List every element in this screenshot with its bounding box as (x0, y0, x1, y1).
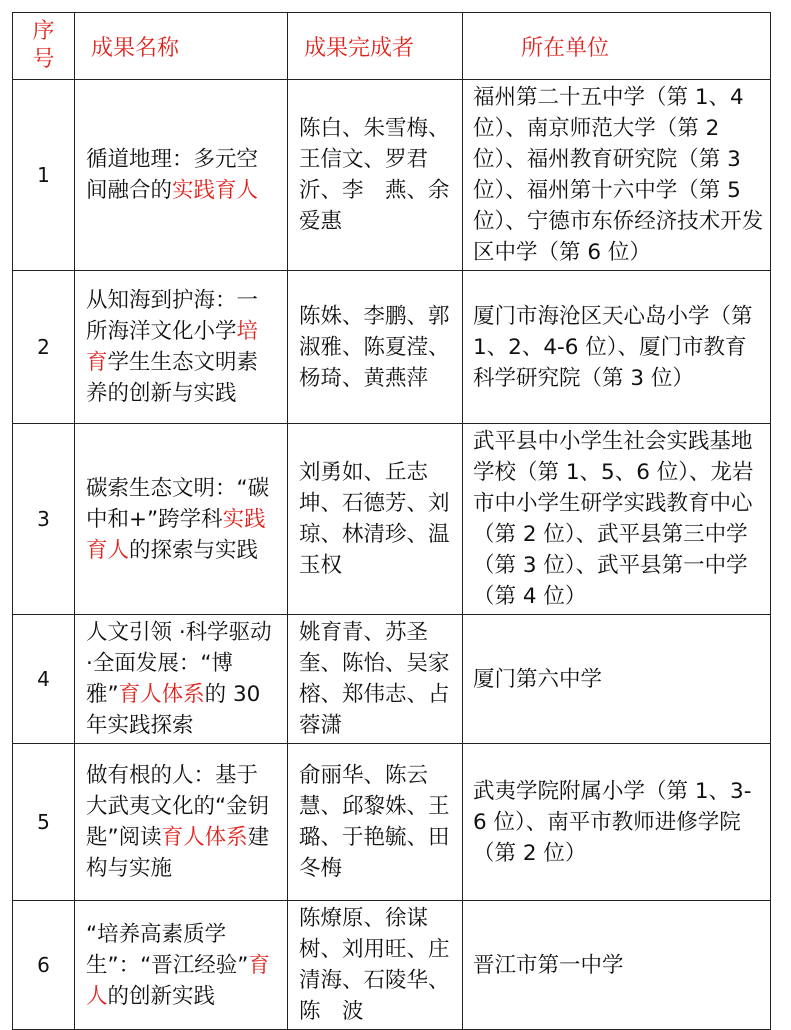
title-highlight: 育人 (86, 952, 270, 1009)
row-authors: 陈姝、李鹏、郭淑雅、陈夏滢、杨琦、黄燕萍 (288, 271, 463, 424)
title-highlight: 培育 (86, 319, 259, 375)
title-highlight: 育人体系 (161, 825, 248, 850)
title-highlight: 实践育人 (86, 506, 266, 563)
row-authors: 姚育青、苏圣奎、陈怡、吴家榕、郑伟志、占蓉潇 (288, 615, 463, 744)
title-segment: 学生生态文明素养的创新与实践 (86, 350, 259, 406)
title-segment: 的探索与实践 (129, 537, 259, 563)
table-row (13, 901, 771, 1030)
row-authors: 俞丽华、陈云慧、邱黎姝、王璐、于艳毓、田冬梅 (288, 744, 463, 901)
row-authors: 陈燎原、徐谋树、刘用旺、庄清海、石陵华、陈 波 (288, 901, 463, 1030)
title-segment: 碳索生态文明：“碳中和+”跨学科 (86, 475, 270, 532)
title-segment: 人文引领 ·科学驱动 ·全面发展：“博雅” (86, 620, 272, 707)
row-title (75, 744, 288, 901)
table-row (13, 271, 771, 424)
row-affiliation: 晋江市第一中学 (463, 901, 771, 1030)
table-row (13, 744, 771, 901)
row-number: 3 (13, 424, 75, 615)
header-achievement-title: 成果名称 (75, 13, 288, 80)
row-number: 4 (13, 615, 75, 744)
row-affiliation: 武夷学院附属小学（第 1、3-6 位）、南平市教师进修学院（第 2 位） (463, 744, 771, 901)
row-number: 1 (13, 80, 75, 271)
header-serial-line1: 序 (32, 19, 55, 44)
row-number: 6 (13, 901, 75, 1030)
title-highlight: 育人体系 (118, 682, 205, 707)
row-title (75, 80, 288, 271)
table-row (13, 615, 771, 744)
table-row (13, 80, 771, 271)
row-affiliation: 厦门市海沧区天心岛小学（第 1、2、4-6 位）、厦门市教育科学研究院（第 3 位） (463, 271, 771, 424)
row-number: 2 (13, 271, 75, 424)
row-affiliation: 福州第二十五中学（第 1、4 位）、南京师范大学（第 2 位）、福州教育研究院（第 3 位）、福州第十六中学（第 5 位）、宁德市东侨经济技术开发区中学（第 6 位） (463, 80, 771, 271)
header-affiliation: 所在单位 (463, 13, 771, 80)
header-serial-number (13, 13, 75, 80)
achievement-table (12, 12, 771, 1030)
title-segment: 做有根的人：基于大武夷文化的“金钥匙”阅读 (86, 763, 270, 850)
row-title (75, 615, 288, 744)
row-affiliation: 武平县中小学生社会实践基地学校（第 1、5、6 位）、龙岩市中小学生研学实践教育中心（第 2 位）、武平县第三中学（第 3 位）、武平县第一中学（第 4 位） (463, 424, 771, 615)
title-segment: “培养高素质学生”：“晋江经验” (86, 921, 249, 978)
title-segment: 从知海到护海：一所海洋文化小学 (86, 288, 259, 344)
title-segment: 循道地理：多元空间融合的 (86, 147, 259, 203)
achievement-table-container (12, 12, 770, 1030)
title-segment: 的创新实践 (107, 983, 216, 1009)
table-row (13, 424, 771, 615)
title-segment: 的 30 年实践探索 (86, 682, 261, 738)
row-number: 5 (13, 744, 75, 901)
header-authors: 成果完成者 (288, 13, 463, 80)
row-title (75, 271, 288, 424)
table-header-row (13, 13, 771, 80)
row-affiliation: 厦门第六中学 (463, 615, 771, 744)
row-authors: 陈白、朱雪梅、王信文、罗君沂、李 燕、余爱惠 (288, 80, 463, 271)
header-serial-line2: 号 (32, 47, 55, 72)
title-highlight: 实践育人 (172, 178, 259, 203)
row-title (75, 424, 288, 615)
row-title (75, 901, 288, 1030)
row-authors: 刘勇如、丘志坤、石德芳、刘琼、林清珍、温玉权 (288, 424, 463, 615)
title-segment: 建构与实施 (86, 825, 270, 881)
